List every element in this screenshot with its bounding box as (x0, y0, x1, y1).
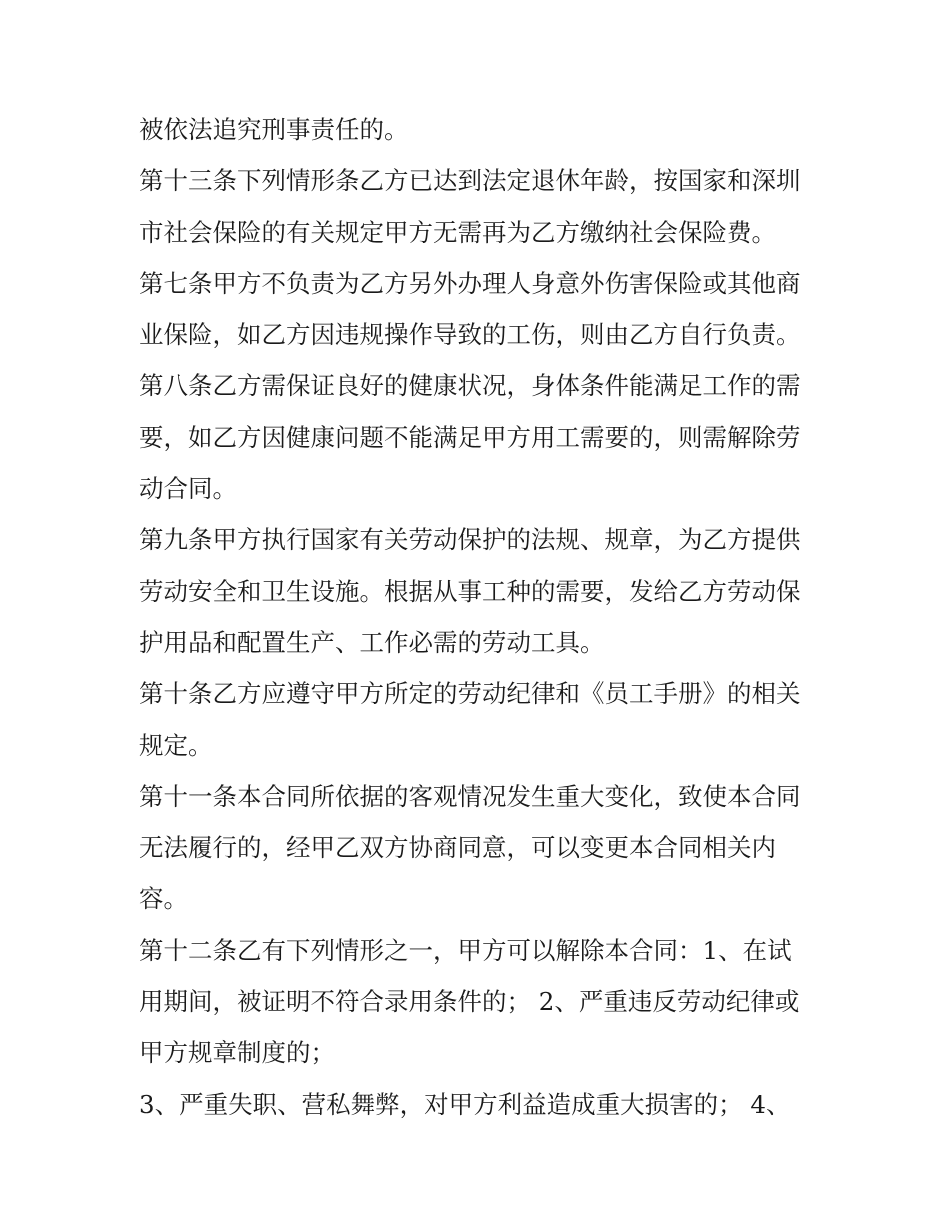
text-line: 要，如乙方因健康问题不能满足甲方用工需要的，则需解除劳 (139, 422, 801, 452)
paragraph-article-12-continued (139, 1079, 819, 1130)
text-line: 第十二条乙有下列情形之一，甲方可以解除本合同：1、在试 (139, 935, 792, 965)
text-line: 规定。 (139, 730, 213, 760)
text-line: 第十一条本合同所依据的客观情况发生重大变化，致使本合同 (139, 781, 801, 811)
paragraph-article-13 (139, 155, 819, 258)
paragraph-article-9 (139, 514, 819, 668)
text-line: 被依法追究刑事责任的。 (139, 115, 409, 144)
paragraph-article-10 (139, 668, 819, 771)
text-line: 3、严重失职、营私舞弊，对甲方利益造成重大损害的； 4、 (139, 1089, 791, 1119)
paragraph-article-11 (139, 771, 819, 925)
text-line: 第七条甲方不负责为乙方另外办理人身意外伤害保险或其他商 (139, 268, 801, 298)
text-line: 动合同。 (139, 474, 237, 504)
text-line: 护用品和配置生产、工作必需的劳动工具。 (139, 627, 605, 657)
paragraph-article-12 (139, 925, 819, 1079)
paragraph-article-8 (139, 360, 819, 514)
document-body (139, 104, 819, 1130)
paragraph-article-7 (139, 258, 819, 361)
paragraph-intro (139, 104, 819, 155)
text-line: 市社会保险的有关规定甲方无需再为乙方缴纳社会保险费。 (139, 217, 776, 247)
text-line: 用期间，被证明不符合录用条件的； 2、严重违反劳动纪律或 (139, 987, 800, 1017)
text-line: 第九条甲方执行国家有关劳动保护的法规、规章，为乙方提供 (139, 525, 801, 555)
text-line: 甲方规章制度的； (139, 1038, 335, 1068)
text-line: 第八条乙方需保证良好的健康状况，身体条件能满足工作的需 (139, 371, 801, 401)
text-line: 无法履行的，经甲乙双方协商同意，可以变更本合同相关内 (139, 833, 776, 863)
text-line: 容。 (139, 884, 188, 914)
text-line: 第十三条下列情形条乙方已达到法定退休年龄，按国家和深圳 (139, 166, 801, 196)
text-line: 业保险，如乙方因违规操作导致的工伤，则由乙方自行负责。 (139, 320, 801, 350)
text-line: 劳动安全和卫生设施。根据从事工种的需要，发给乙方劳动保 (139, 576, 801, 606)
text-line: 第十条乙方应遵守甲方所定的劳动纪律和《员工手册》的相关 (139, 679, 801, 709)
